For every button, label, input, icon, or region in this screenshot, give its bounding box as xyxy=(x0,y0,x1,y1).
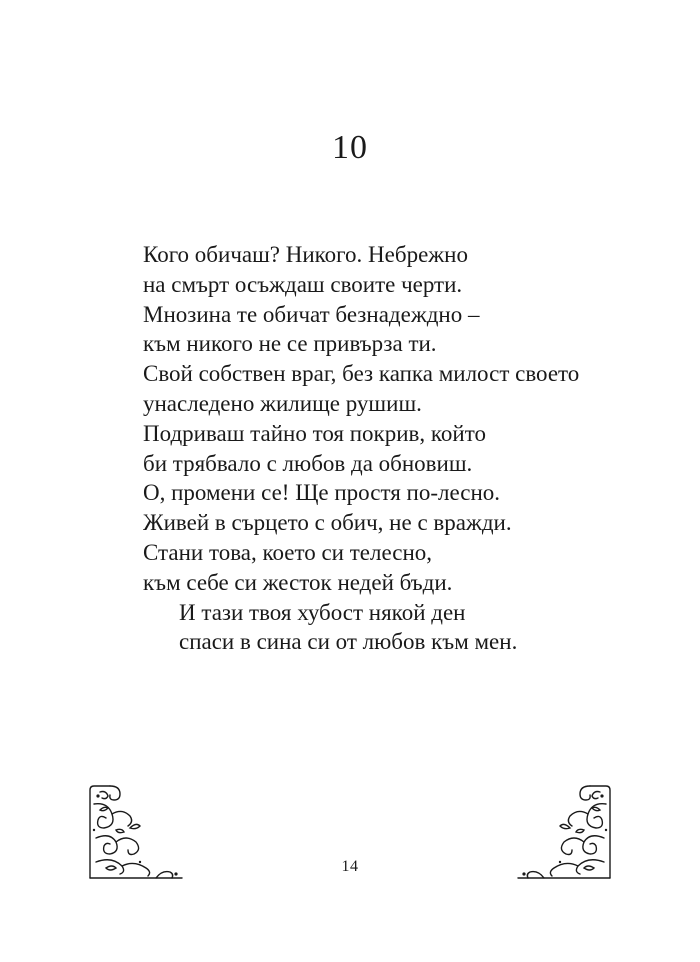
poem-line: би трябвало с любов да обновиш. xyxy=(143,450,473,476)
poem-line: към никого не се привърза ти. xyxy=(143,331,437,357)
poem-line: унаследено жилище рушиш. xyxy=(143,390,422,416)
poem-line: към себе си жесток недей бъди. xyxy=(143,569,453,595)
poem-line: О, промени се! Ще простя по-лесно. xyxy=(143,480,501,506)
poem-couplet-line: И тази твоя хубост някой ден xyxy=(179,599,466,625)
poem-text xyxy=(143,240,663,657)
corner-flourish-icon xyxy=(514,782,614,882)
poem-line: Живей в сърцето с обич, не с вражди. xyxy=(143,510,512,536)
poem-line: Стани това, което си телесно, xyxy=(143,539,433,565)
poem-line: Свой собствен враг, без капка милост своето xyxy=(143,361,580,387)
poem-line: Подриваш тайно тоя покрив, който xyxy=(143,420,486,446)
page-number: 14 xyxy=(341,858,359,875)
poem-line: Мнозина те обичат безнадеждно – xyxy=(143,301,480,327)
poem-number: 10 xyxy=(332,129,368,166)
poem-couplet-line: спаси в сина си от любов към мен. xyxy=(179,629,518,655)
poem-line: Кого обичаш? Никого. Небрежно xyxy=(143,242,468,267)
poem-line: на смърт осъждаш своите черти. xyxy=(143,271,463,297)
